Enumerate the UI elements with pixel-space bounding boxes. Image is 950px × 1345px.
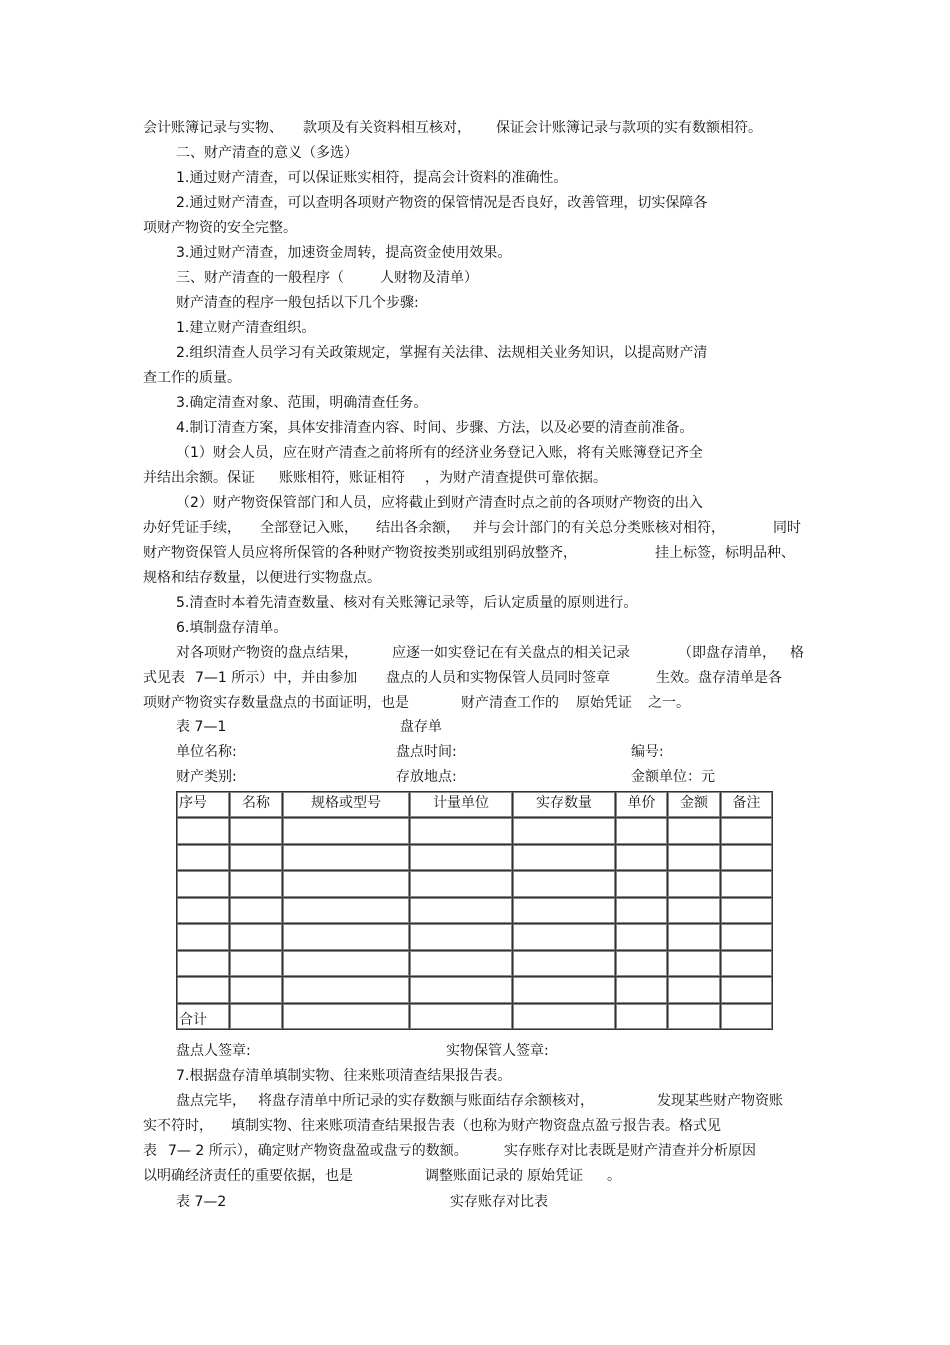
step-7: 7.根据盘存清单填制实物、往来账项清查结果报告表。 <box>176 1068 512 1084</box>
cell <box>230 897 283 924</box>
text-seg: （即盘存清单， <box>678 645 776 661</box>
text-seg: 项财产物资实存数量盘点的书面证明，也是 <box>143 695 409 711</box>
text-seg: 会计账簿记录与实物、 <box>143 120 283 136</box>
col-header: 备注 <box>721 792 773 818</box>
significance-item-1: 1.通过财产清查，可以保证账实相符，提高会计资料的准确性。 <box>176 170 568 186</box>
cell <box>177 897 230 924</box>
text-seg: 7—1 所示）中，并由参加 <box>195 670 358 686</box>
text-seg: 实存账存对比表既是财产清查并分析原因 <box>504 1143 756 1159</box>
step-4-sub-2-cont-3: 规格和结存数量，以便进行实物盘点。 <box>143 570 381 586</box>
text-seg: 全部登记入账， <box>260 520 358 536</box>
step-1: 1.建立财产清查组织。 <box>176 320 316 336</box>
cell <box>410 844 513 871</box>
cell <box>230 871 283 898</box>
cell <box>721 1003 773 1030</box>
text-seg: 财产物资保管人员应将所保管的各种财产物资按类别或组别码放整齐， <box>143 545 577 561</box>
cell <box>668 897 721 924</box>
col-header: 序号 <box>177 792 230 818</box>
text-seg: 盘点的人员和实物保管人员同时签章 <box>386 670 610 686</box>
cell <box>410 1003 513 1030</box>
table1-caption-no: 表 7—1 <box>176 719 227 735</box>
cell <box>177 977 230 1004</box>
serial-label: 编号: <box>631 744 664 760</box>
step-6: 6.填制盘存清单。 <box>176 620 288 636</box>
cell <box>721 924 773 951</box>
inventory-table <box>176 791 773 1030</box>
text-seg: 原始凭证 <box>576 695 632 711</box>
cell <box>513 897 616 924</box>
cell <box>513 818 616 845</box>
cell <box>513 924 616 951</box>
col-header: 单价 <box>616 792 668 818</box>
text-seg: 调整账面记录的 <box>425 1168 523 1184</box>
table-total-row <box>177 1003 773 1030</box>
cell <box>230 844 283 871</box>
cell <box>513 844 616 871</box>
text-seg: 办好凭证手续， <box>143 520 241 536</box>
category-label: 财产类别: <box>176 769 237 785</box>
procedure-intro: 财产清查的程序一般包括以下几个步骤: <box>176 295 419 311</box>
table-row <box>177 897 773 924</box>
cell <box>177 871 230 898</box>
table-row <box>177 844 773 871</box>
cell <box>177 924 230 951</box>
cell <box>616 924 668 951</box>
cell <box>721 844 773 871</box>
cell <box>283 844 410 871</box>
cell <box>513 977 616 1004</box>
table-row <box>177 950 773 977</box>
count-time-label: 盘点时间: <box>396 744 457 760</box>
cell <box>668 924 721 951</box>
table2-caption-no: 表 7—2 <box>176 1194 227 1210</box>
text-seg: 三、财产清查的一般程序（ <box>176 270 344 286</box>
text-seg: 以明确经济责任的重要依据，也是 <box>143 1168 353 1184</box>
text-seg: 财产清查工作的 <box>461 695 559 711</box>
table-header-row <box>177 792 773 818</box>
cell <box>721 871 773 898</box>
cell <box>230 950 283 977</box>
unit-name-label: 单位名称: <box>176 744 237 760</box>
cell <box>721 950 773 977</box>
text-seg: 格 <box>790 645 804 661</box>
text-seg: 并与会计部门的有关总分类账核对相符， <box>473 520 725 536</box>
table-row <box>177 871 773 898</box>
col-header: 实存数量 <box>513 792 616 818</box>
cell <box>616 871 668 898</box>
text-seg: 式见表 <box>143 670 185 686</box>
col-header: 名称 <box>230 792 283 818</box>
step-4-sub-2: （2）财产物资保管部门和人员，应将截止到财产清查时点之前的各项财产物资的出入 <box>176 495 703 511</box>
cell <box>721 897 773 924</box>
cell <box>616 950 668 977</box>
text-seg: 并结出余额。保证 <box>143 470 255 486</box>
text-seg: 盘点完毕， <box>176 1093 246 1109</box>
cell <box>230 818 283 845</box>
cell <box>283 818 410 845</box>
cell <box>177 844 230 871</box>
cell <box>616 977 668 1004</box>
cell <box>616 818 668 845</box>
cell <box>668 1003 721 1030</box>
total-label: 合计 <box>177 1003 230 1030</box>
cell <box>410 977 513 1004</box>
amount-unit-label: 金额单位：元 <box>631 769 715 785</box>
cell <box>410 818 513 845</box>
cell <box>513 1003 616 1030</box>
cell <box>668 871 721 898</box>
location-label: 存放地点: <box>396 769 457 785</box>
cell <box>283 950 410 977</box>
cell <box>616 844 668 871</box>
text-seg: 填制实物、往来账项清查结果报告表（也称为财产物资盘点盈亏报告表。格式见 <box>231 1118 721 1134</box>
cell <box>177 950 230 977</box>
cell <box>616 897 668 924</box>
text-seg: 账账相符，账证相符 <box>279 470 405 486</box>
cell <box>513 950 616 977</box>
significance-item-3: 3.通过财产清查，加速资金周转，提高资金使用效果。 <box>176 245 512 261</box>
cell <box>616 1003 668 1030</box>
cell <box>230 1003 283 1030</box>
table-row <box>177 818 773 845</box>
cell <box>513 871 616 898</box>
text-seg: ，为财产清查提供可靠依据。 <box>425 470 607 486</box>
text-seg: 结出各余额， <box>376 520 460 536</box>
text-seg: 保证会计账簿记录与款项的实有数额相符。 <box>496 120 762 136</box>
text-seg: 同时 <box>773 520 801 536</box>
cell <box>721 977 773 1004</box>
step-2-cont: 查工作的质量。 <box>143 370 241 386</box>
text-seg: 发现某些财产物资账 <box>657 1093 783 1109</box>
step-5: 5.清查时本着先清查数量、核对有关账簿记录等，后认定质量的原则进行。 <box>176 595 638 611</box>
table-row <box>177 924 773 951</box>
col-header: 计量单位 <box>410 792 513 818</box>
cell <box>283 897 410 924</box>
counter-sign-label: 盘点人签章: <box>176 1043 251 1059</box>
cell <box>283 1003 410 1030</box>
step-2: 2.组织清查人员学习有关政策规定，掌握有关法律、法规相关业务知识，以提高财产清 <box>176 345 708 361</box>
text-seg: 款项及有关资料相互核对， <box>303 120 471 136</box>
cell <box>283 871 410 898</box>
table1-caption-title: 盘存单 <box>400 719 442 735</box>
text-seg: 之一。 <box>648 695 690 711</box>
cell <box>668 818 721 845</box>
text-seg: 对各项财产物资的盘点结果， <box>176 645 358 661</box>
step-4-sub-1: （1）财会人员，应在财产清查之前将所有的经济业务登记入账，将有关账簿登记齐全 <box>176 445 703 461</box>
table2-caption-title: 实存账存对比表 <box>450 1194 548 1210</box>
text-seg: 7— 2 所示），确定财产物资盘盈或盘亏的数额。 <box>168 1143 468 1159</box>
heading-significance: 二、财产清查的意义（多选） <box>176 145 358 161</box>
table-row <box>177 977 773 1004</box>
text-seg: 。 <box>607 1168 621 1184</box>
text-seg: 应逐一如实登记在有关盘点的相关记录 <box>392 645 630 661</box>
keeper-sign-label: 实物保管人签章: <box>446 1043 549 1059</box>
text-seg: 实不符时， <box>143 1118 213 1134</box>
cell <box>230 977 283 1004</box>
text-seg: 人财物及清单） <box>380 270 478 286</box>
col-header: 规格或型号 <box>283 792 410 818</box>
text-seg: 挂上标签，标明品种、 <box>655 545 795 561</box>
text-seg: 原始凭证 <box>527 1168 583 1184</box>
text-seg: 生效。盘存清单是各 <box>656 670 782 686</box>
significance-item-2-cont: 项财产物资的安全完整。 <box>143 220 297 236</box>
step-3: 3.确定清查对象、范围，明确清查任务。 <box>176 395 428 411</box>
col-header: 金额 <box>668 792 721 818</box>
cell <box>230 924 283 951</box>
step-4: 4.制订清查方案，具体安排清查内容、时间、步骤、方法，以及必要的清查前准备。 <box>176 420 694 436</box>
cell <box>410 924 513 951</box>
cell <box>410 871 513 898</box>
cell <box>283 977 410 1004</box>
cell <box>410 897 513 924</box>
cell <box>668 950 721 977</box>
cell <box>668 977 721 1004</box>
cell <box>283 924 410 951</box>
text-seg: 将盘存清单中所记录的实存数额与账面结存余额核对， <box>258 1093 594 1109</box>
cell <box>410 950 513 977</box>
significance-item-2: 2.通过财产清查，可以查明各项财产物资的保管情况是否良好，改善管理，切实保障各 <box>176 195 708 211</box>
cell <box>721 818 773 845</box>
cell <box>668 844 721 871</box>
cell <box>177 818 230 845</box>
text-seg: 表 <box>143 1143 157 1159</box>
